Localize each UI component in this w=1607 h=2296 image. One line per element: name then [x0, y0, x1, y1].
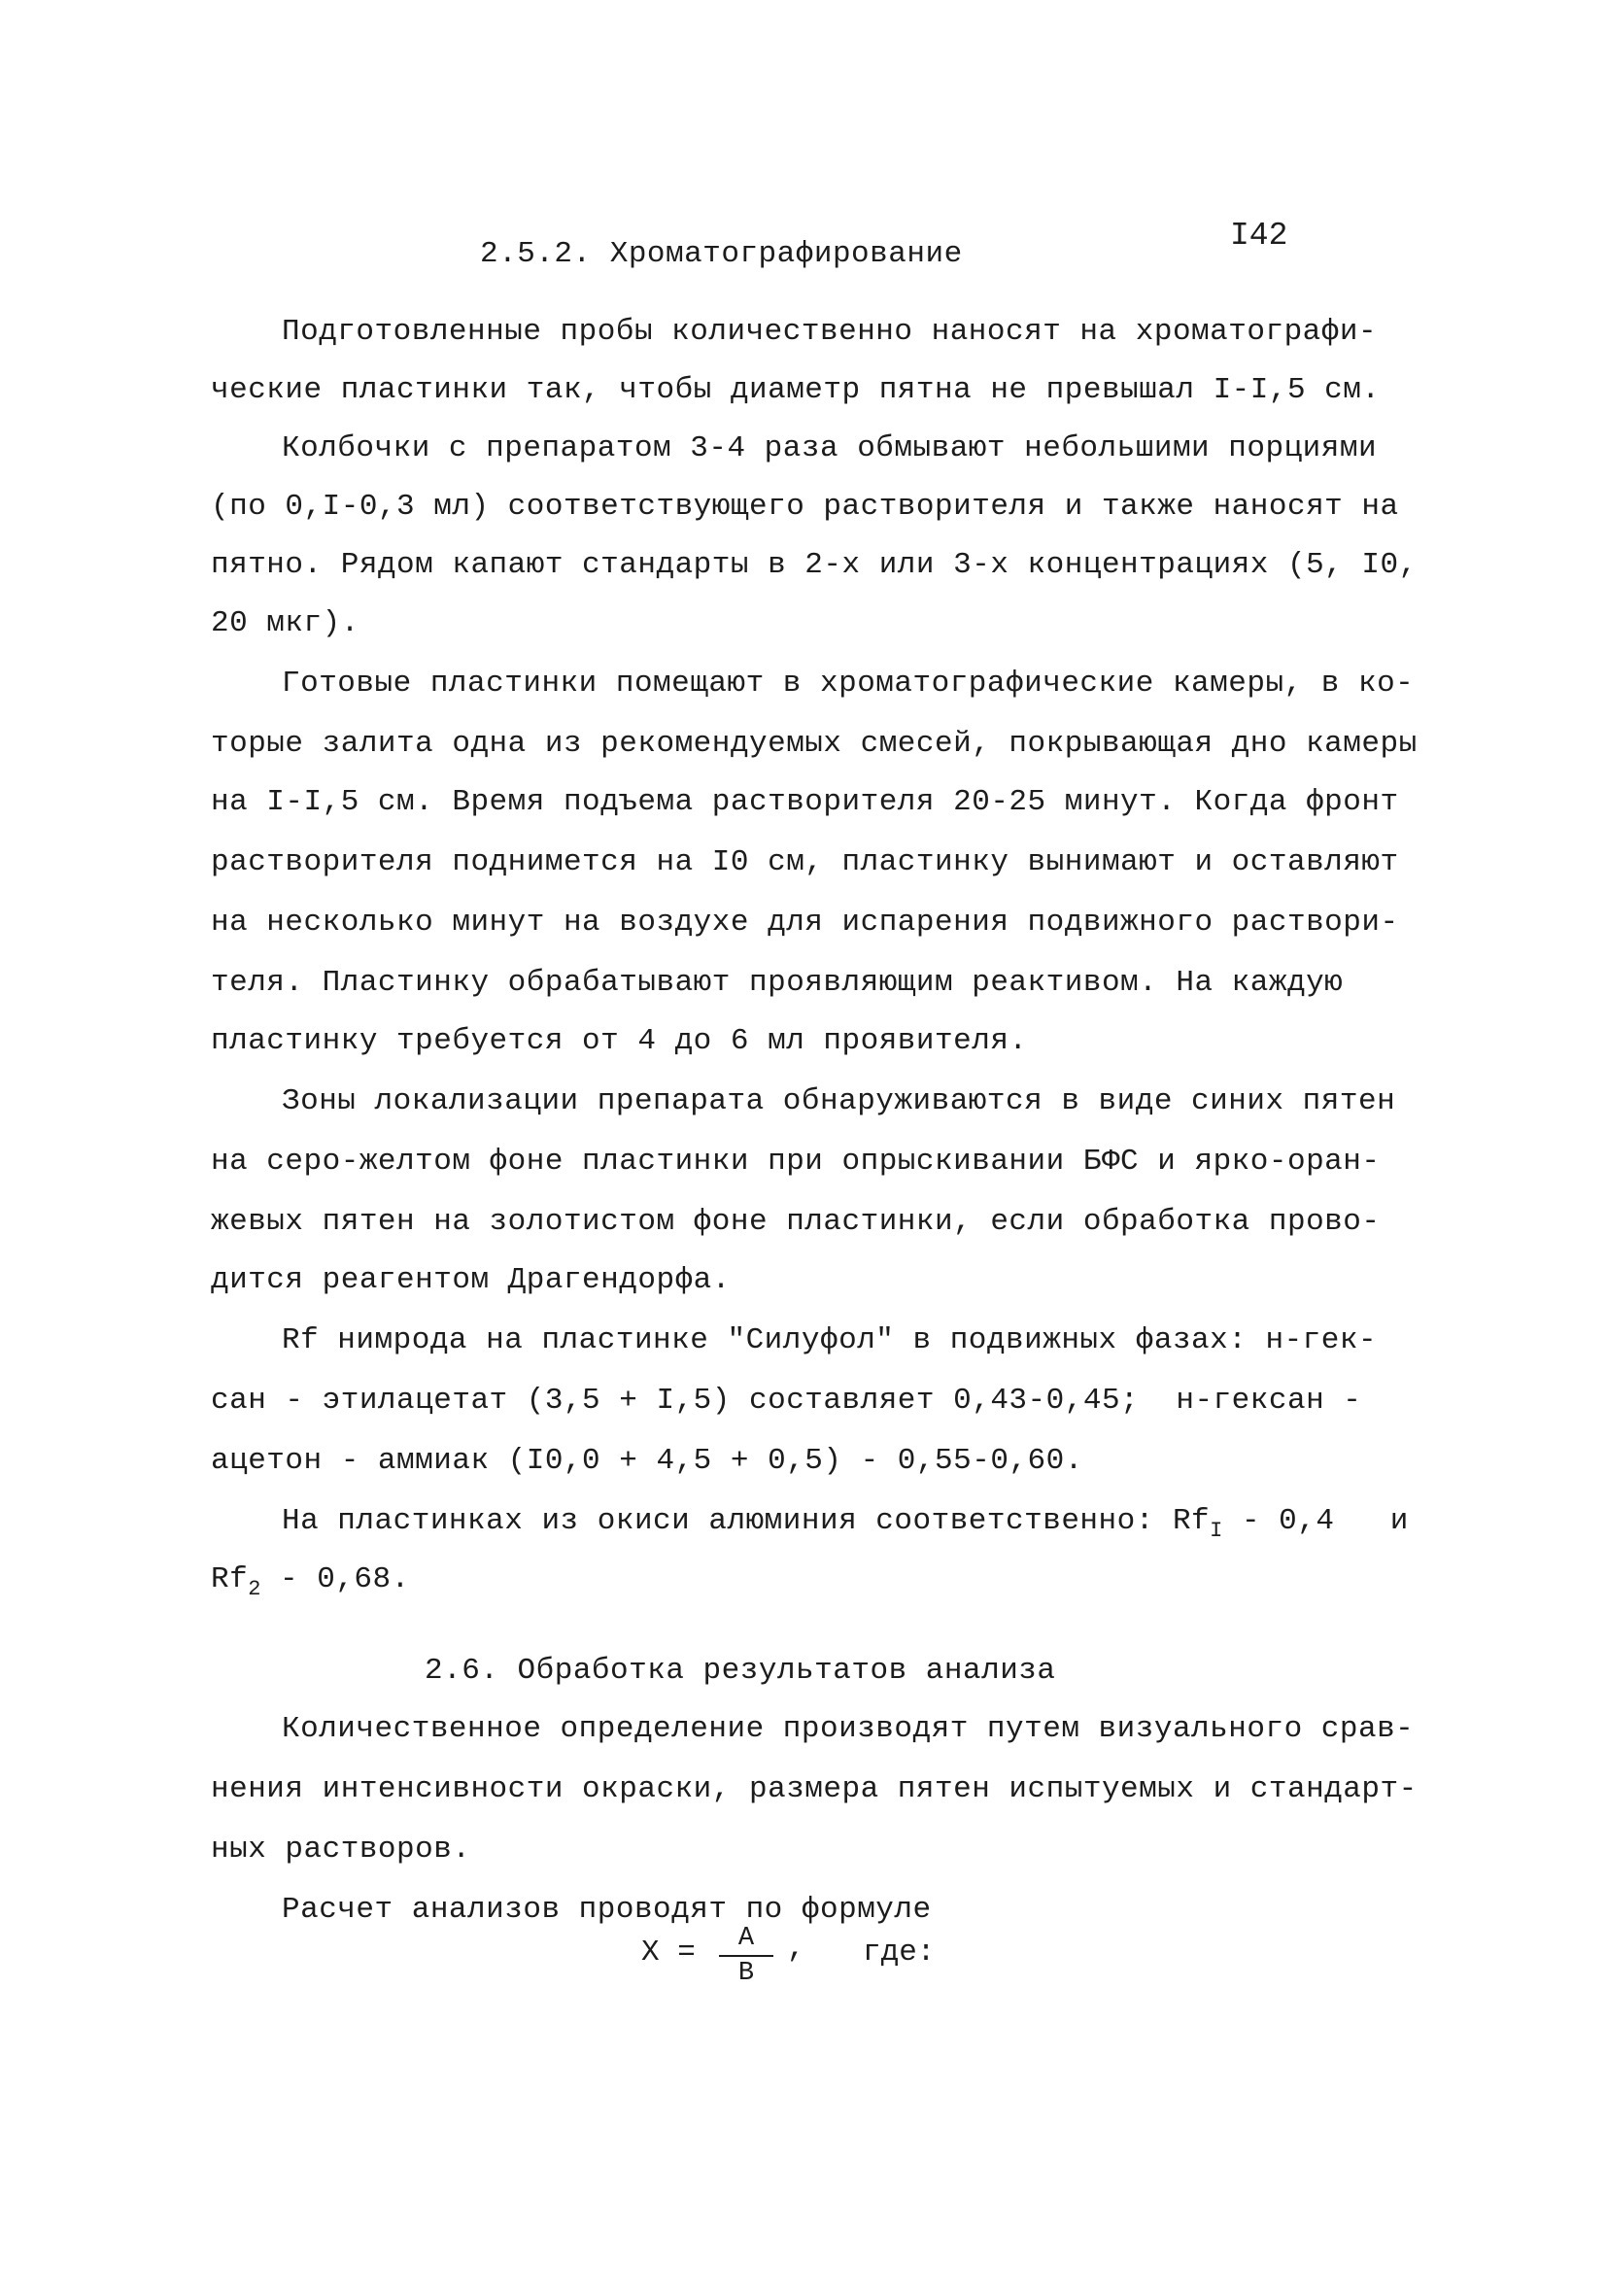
rf-alumina-line — [282, 1502, 1409, 1551]
paragraph-line: пятно. Рядом капают стандарты в 2-х или 3-х концентрациях (5, I0, — [211, 548, 1418, 582]
paragraph-line: на серо-желтом фоне пластинки при опрыскивании БФС и ярко-оран- — [211, 1145, 1381, 1179]
formula-separator: , — [787, 1932, 805, 1966]
rf2-line — [211, 1560, 410, 1609]
formula-lhs: X = — [641, 1936, 696, 1970]
paragraph-line: дится реагентом Драгендорфа. — [211, 1263, 731, 1297]
paragraph-line: сан - этилацетат (3,5 + I,5) составляет 0,43-0,45; н-гексан - — [211, 1384, 1362, 1418]
paragraph-line: Колбочки с препаратом 3-4 раза обмывают небольшими порциями — [282, 431, 1378, 465]
fraction-denominator: B — [737, 1959, 755, 1988]
fraction-bar — [719, 1955, 773, 1957]
paragraph-line: жевых пятен на золотистом фоне пластинки, если обработка прово- — [211, 1205, 1381, 1239]
paragraph-line: Rf нимрода на пластинке "Силуфол" в подвижных фазах: н-гек- — [282, 1323, 1378, 1357]
rf-subscript: I — [1210, 1519, 1223, 1543]
paragraph-line: (по 0,I-0,3 мл) соответствующего растворителя и также наносят на — [211, 490, 1399, 524]
paragraph-line: Расчет анализов проводят по формуле — [282, 1893, 932, 1927]
section-heading-2-5-2: 2.5.2. Хроматографирование — [480, 237, 963, 271]
paragraph-line: 20 мкг). — [211, 606, 359, 640]
paragraph-line: Подготовленные пробы количественно наносят на хроматографи- — [282, 315, 1378, 349]
paragraph-line: Количественное определение производят путем визуального срав- — [282, 1712, 1415, 1746]
paragraph-line: ных растворов. — [211, 1833, 471, 1867]
rf-value: - 0,4 и — [1222, 1504, 1409, 1538]
rf-value: - 0,68. — [260, 1562, 410, 1596]
rf-symbol: Rf — [211, 1562, 249, 1596]
paragraph-line: ческие пластинки так, чтобы диаметр пятна не превышал I-I,5 см. — [211, 373, 1381, 407]
paragraph-line: теля. Пластинку обрабатывают проявляющим реактивом. На каждую — [211, 966, 1344, 1000]
rf-subscript: 2 — [248, 1577, 261, 1601]
paragraph-line: нения интенсивности окраски, размера пятен испытуемых и стандарт- — [211, 1772, 1418, 1806]
paragraph-line: Зоны локализации препарата обнаруживаются в виде синих пятен — [282, 1084, 1396, 1118]
paragraph-line: на I-I,5 см. Время подъема растворителя 20-25 минут. Когда фронт — [211, 785, 1399, 819]
fraction-numerator: A — [737, 1924, 755, 1953]
paragraph-text: На пластинках из окиси алюминия соответственно: Rf — [282, 1504, 1211, 1538]
page-number: I42 — [1230, 218, 1288, 254]
paragraph-line: ацетон - аммиак (I0,0 + 4,5 + 0,5) - 0,55-0,60. — [211, 1444, 1083, 1478]
paragraph-line: торые залита одна из рекомендуемых смесей, покрывающая дно камеры — [211, 727, 1418, 761]
section-heading-2-6: 2.6. Обработка результатов анализа — [425, 1654, 1056, 1688]
fraction — [719, 1924, 773, 1988]
paragraph-line: на несколько минут на воздухе для испарения подвижного раствори- — [211, 906, 1399, 940]
paragraph-line: пластинку требуется от 4 до 6 мл проявителя. — [211, 1024, 1028, 1058]
paragraph-line: растворителя поднимется на I0 см, пластинку вынимают и оставляют — [211, 845, 1399, 879]
formula-where: где: — [863, 1936, 936, 1970]
paragraph-line: Готовые пластинки помещают в хроматографические камеры, в ко- — [282, 667, 1415, 701]
